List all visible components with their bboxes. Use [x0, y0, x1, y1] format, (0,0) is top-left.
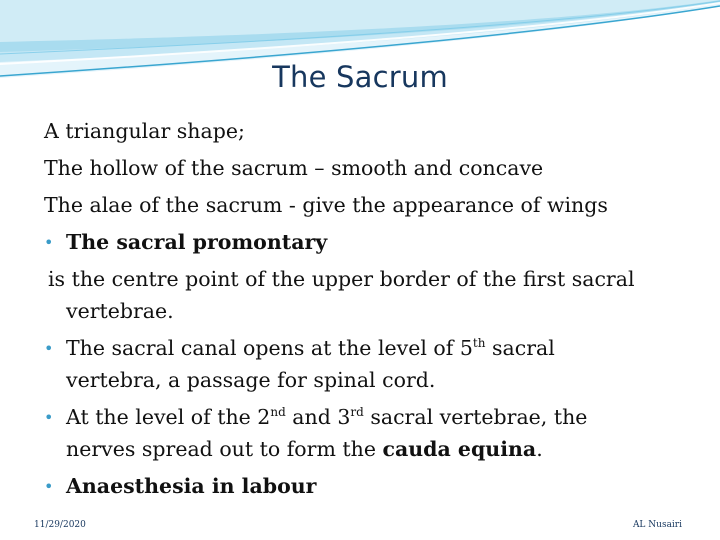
footer-author: AL Nusairi — [632, 520, 682, 530]
bullet-text-part: and 3 — [285, 405, 351, 429]
bullet-text: The sacral promontary — [66, 230, 328, 254]
text-part: nerves spread out to form the — [66, 437, 383, 461]
bullet-sacral-canal — [44, 330, 694, 367]
bullet-cauda-equina-cont — [44, 434, 694, 464]
line-alae: The alae of the sacrum - give the appearance of wings — [44, 193, 608, 217]
bullet-icon: • — [44, 408, 54, 427]
superscript: nd — [270, 405, 286, 419]
line-centre-point-cont: vertebrae. — [66, 299, 174, 323]
bullet-text-part: The sacral canal opens at the level of 5 — [66, 336, 473, 360]
slide-content — [44, 113, 694, 505]
superscript: rd — [350, 405, 364, 419]
bullet-text: Anaesthesia in labour — [66, 474, 317, 498]
bullet-promontary — [44, 224, 694, 261]
line-triangular: A triangular shape; — [44, 119, 245, 143]
superscript: th — [472, 336, 486, 350]
bullet-text-part: sacral — [485, 336, 555, 360]
footer-date: 11/29/2020 — [34, 520, 86, 530]
slide-title: The Sacrum — [272, 60, 448, 94]
line-centre-point: is the centre point of the upper border of the first sacral — [48, 267, 635, 291]
text-part: . — [536, 437, 543, 461]
bullet-anaesthesia — [44, 468, 694, 505]
bullet-cauda-equina — [44, 399, 694, 436]
line-hollow: The hollow of the sacrum – smooth and concave — [44, 156, 544, 180]
bullet-icon: • — [44, 233, 54, 252]
term-cauda-equina: cauda equina — [382, 437, 537, 461]
bullet-text-part: sacral vertebrae, the — [363, 405, 588, 429]
bullet-icon: • — [44, 339, 54, 358]
bullet-sacral-canal-cont: vertebra, a passage for spinal cord. — [66, 368, 436, 392]
bullet-icon: • — [44, 477, 54, 496]
bullet-text-part: At the level of the 2 — [66, 405, 271, 429]
